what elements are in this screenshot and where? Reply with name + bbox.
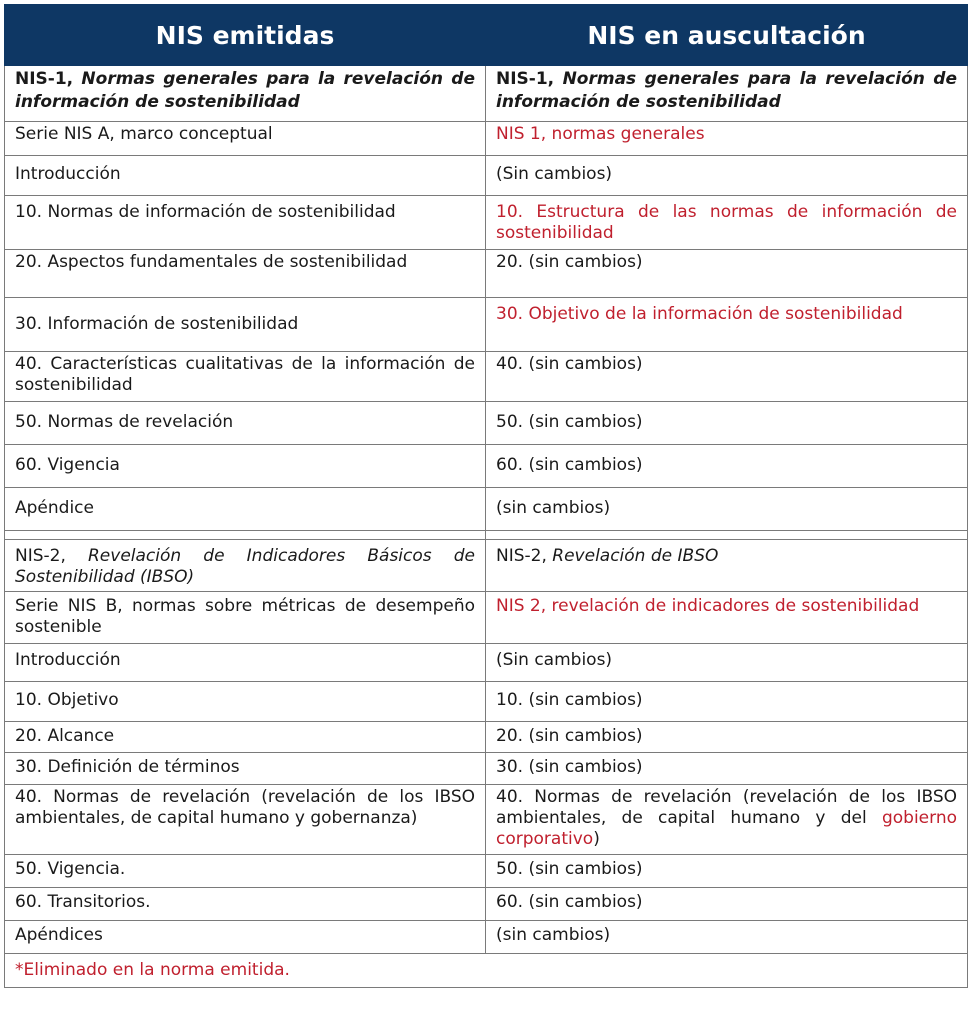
cell-auscultacion: 40. (sin cambios) — [486, 352, 968, 402]
row-nis1-title — [5, 66, 968, 122]
table-row — [5, 250, 968, 298]
cell-emitidas: NIS-1, Normas generales para la revelación de información de sostenibilidad — [5, 66, 486, 122]
cell-emitidas: 20. Alcance — [5, 722, 486, 753]
table-row — [5, 644, 968, 682]
cell-emitidas: Introducción — [5, 156, 486, 196]
cell-emitidas: Serie NIS A, marco conceptual — [5, 122, 486, 156]
cell-auscultacion: 30. Objetivo de la información de sostenibilidad — [486, 298, 968, 352]
table-row — [5, 785, 968, 855]
cell-auscultacion: 20. (sin cambios) — [486, 250, 968, 298]
cell-auscultacion: 60. (sin cambios) — [486, 445, 968, 488]
cell-emitidas: Serie NIS B, normas sobre métricas de desempeño sostenible — [5, 592, 486, 644]
table-row — [5, 196, 968, 250]
header-nis-emitidas: NIS emitidas — [5, 5, 486, 66]
footnote: *Eliminado en la norma emitida. — [5, 954, 968, 988]
table-row — [5, 592, 968, 644]
cell-auscultacion: NIS-2, Revelación de IBSO — [486, 540, 968, 592]
cell-auscultacion: (sin cambios) — [486, 488, 968, 531]
table-row — [5, 682, 968, 722]
cell-emitidas: 30. Definición de términos — [5, 753, 486, 785]
cell-emitidas: Apéndice — [5, 488, 486, 531]
cell-auscultacion: 40. Normas de revelación (revelación de los IBSO ambientales, de capital humano y del gobierno corporativo) — [486, 785, 968, 855]
cell-auscultacion: 50. (sin cambios) — [486, 855, 968, 888]
cell-auscultacion: 60. (sin cambios) — [486, 888, 968, 921]
table-row — [5, 888, 968, 921]
table-row — [5, 156, 968, 196]
cell-auscultacion: 10. Estructura de las normas de información de sostenibilidad — [486, 196, 968, 250]
cell-emitidas: 10. Objetivo — [5, 682, 486, 722]
cell-auscultacion: NIS-1, Normas generales para la revelación de información de sostenibilidad — [486, 66, 968, 122]
empty-cell — [486, 531, 968, 540]
header-nis-auscultacion: NIS en auscultación — [486, 5, 968, 66]
cell-auscultacion: NIS 2, revelación de indicadores de sostenibilidad — [486, 592, 968, 644]
cell-emitidas: 60. Vigencia — [5, 445, 486, 488]
table-row — [5, 352, 968, 402]
footnote-row — [5, 954, 968, 988]
cell-emitidas: 60. Transitorios. — [5, 888, 486, 921]
cell-auscultacion: 30. (sin cambios) — [486, 753, 968, 785]
cell-emitidas: 40. Características cualitativas de la información de sostenibilidad — [5, 352, 486, 402]
cell-emitidas: 30. Información de sostenibilidad — [5, 298, 486, 352]
header-row — [5, 5, 968, 66]
cell-emitidas: 20. Aspectos fundamentales de sostenibilidad — [5, 250, 486, 298]
table-row — [5, 855, 968, 888]
cell-auscultacion: NIS 1, normas generales — [486, 122, 968, 156]
cell-auscultacion: 20. (sin cambios) — [486, 722, 968, 753]
table-row — [5, 402, 968, 445]
cell-auscultacion: (sin cambios) — [486, 921, 968, 954]
row-nis2-title — [5, 540, 968, 592]
cell-emitidas: 50. Vigencia. — [5, 855, 486, 888]
cell-emitidas: 50. Normas de revelación — [5, 402, 486, 445]
comparison-table — [4, 4, 968, 988]
cell-emitidas: 40. Normas de revelación (revelación de los IBSO ambientales, de capital humano y gobernanza) — [5, 785, 486, 855]
cell-emitidas: Introducción — [5, 644, 486, 682]
empty-cell — [5, 531, 486, 540]
table-row — [5, 753, 968, 785]
table-row — [5, 921, 968, 954]
table-row — [5, 298, 968, 352]
table-row — [5, 488, 968, 531]
table-row — [5, 122, 968, 156]
table-row — [5, 722, 968, 753]
cell-auscultacion: (Sin cambios) — [486, 156, 968, 196]
cell-emitidas: Apéndices — [5, 921, 486, 954]
table-row — [5, 445, 968, 488]
cell-auscultacion: 50. (sin cambios) — [486, 402, 968, 445]
cell-emitidas: NIS-2, Revelación de Indicadores Básicos de Sostenibilidad (IBSO) — [5, 540, 486, 592]
cell-emitidas: 10. Normas de información de sostenibilidad — [5, 196, 486, 250]
cell-auscultacion: (Sin cambios) — [486, 644, 968, 682]
cell-auscultacion: 10. (sin cambios) — [486, 682, 968, 722]
spacer-row — [5, 531, 968, 540]
